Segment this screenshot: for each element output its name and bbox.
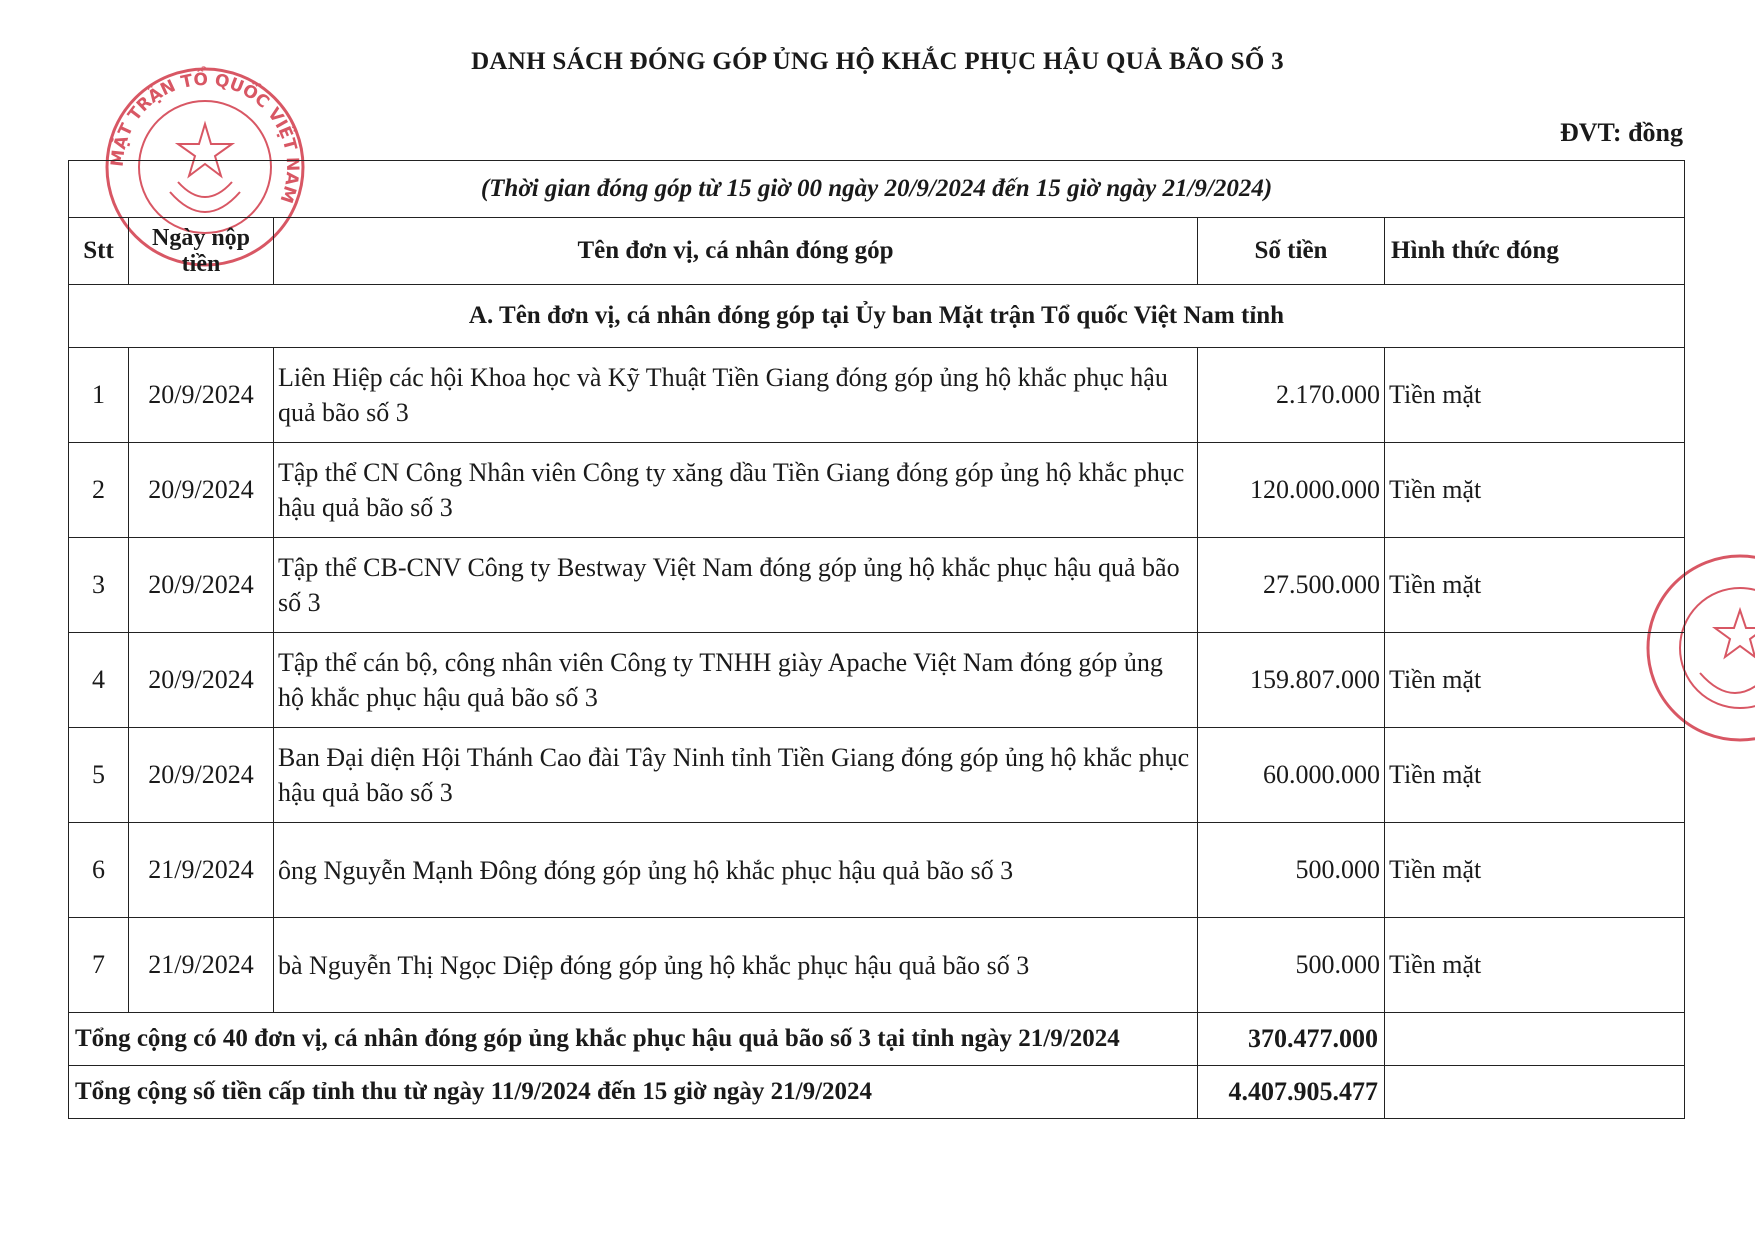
row-method: Tiền mặt: [1385, 823, 1685, 918]
row-name: bà Nguyễn Thị Ngọc Diệp đóng góp ủng hộ khắc phục hậu quả bão số 3: [274, 918, 1198, 1013]
row-amount: 500.000: [1198, 823, 1385, 918]
section-a-heading: A. Tên đơn vị, cá nhân đóng góp tại Ủy ban Mặt trận Tổ quốc Việt Nam tỉnh: [69, 285, 1685, 348]
header-date: Ngày nộp tiền: [129, 218, 274, 285]
header-name: Tên đơn vị, cá nhân đóng góp: [274, 218, 1198, 285]
table-row: [69, 918, 1685, 1013]
header-amount: Số tiền: [1198, 218, 1385, 285]
row-date: 20/9/2024: [129, 728, 274, 823]
row-amount: 27.500.000: [1198, 538, 1385, 633]
row-stt: 7: [69, 918, 129, 1013]
period-note: (Thời gian đóng góp từ 15 giờ 00 ngày 20/9/2024 đến 15 giờ ngày 21/9/2024): [69, 161, 1685, 218]
row-stt: 2: [69, 443, 129, 538]
total-province-amount: 4.407.905.477: [1198, 1066, 1385, 1119]
row-amount: 159.807.000: [1198, 633, 1385, 728]
table-row: [69, 823, 1685, 918]
total-province-method: [1385, 1066, 1685, 1119]
row-date: 21/9/2024: [129, 918, 274, 1013]
row-stt: 6: [69, 823, 129, 918]
row-method: Tiền mặt: [1385, 728, 1685, 823]
total-day-label: Tổng cộng có 40 đơn vị, cá nhân đóng góp ủng khắc phục hậu quả bão số 3 tại tỉnh ngày 21/9/2024: [69, 1013, 1198, 1066]
row-amount: 60.000.000: [1198, 728, 1385, 823]
row-method: Tiền mặt: [1385, 538, 1685, 633]
document-title: DANH SÁCH ĐÓNG GÓP ỦNG HỘ KHẮC PHỤC HẬU QUẢ BÃO SỐ 3: [471, 48, 1284, 75]
row-stt: 5: [69, 728, 129, 823]
row-name: Liên Hiệp các hội Khoa học và Kỹ Thuật Tiền Giang đóng góp ủng hộ khắc phục hậu quả bão số 3: [274, 348, 1198, 443]
row-date: 20/9/2024: [129, 443, 274, 538]
table-row: [69, 633, 1685, 728]
row-amount: 120.000.000: [1198, 443, 1385, 538]
row-stt: 4: [69, 633, 129, 728]
row-name: Ban Đại diện Hội Thánh Cao đài Tây Ninh tỉnh Tiền Giang đóng góp ủng hộ khắc phục hậu quả bão số 3: [274, 728, 1198, 823]
unit-label: ĐVT: đồng: [1559, 118, 1683, 147]
row-name: Tập thể CN Công Nhân viên Công ty xăng dầu Tiền Giang đóng góp ủng hộ khắc phục hậu quả bão số 3: [274, 443, 1198, 538]
row-name: Tập thể CB-CNV Công ty Bestway Việt Nam đóng góp ủng hộ khắc phục hậu quả bão số 3: [274, 538, 1198, 633]
row-amount: 500.000: [1198, 918, 1385, 1013]
total-row-province: [69, 1066, 1685, 1119]
row-date: 20/9/2024: [129, 348, 274, 443]
row-date: 21/9/2024: [129, 823, 274, 918]
seal-text: MẶT TRẬN TỔ QUỐC VIỆT NAM: [107, 69, 303, 206]
header-stt: Stt: [69, 218, 129, 285]
total-day-method: [1385, 1013, 1685, 1066]
row-method: Tiền mặt: [1385, 918, 1685, 1013]
table-row: [69, 728, 1685, 823]
row-stt: 1: [69, 348, 129, 443]
row-date: 20/9/2024: [129, 633, 274, 728]
total-province-label: Tổng cộng số tiền cấp tỉnh thu từ ngày 11/9/2024 đến 15 giờ ngày 21/9/2024: [69, 1066, 1198, 1119]
table-header: [69, 218, 1685, 285]
table-row: [69, 443, 1685, 538]
row-name: Tập thể cán bộ, công nhân viên Công ty TNHH giày Apache Việt Nam đóng góp ủng hộ khắc phục hậu quả bão số 3: [274, 633, 1198, 728]
row-stt: 3: [69, 538, 129, 633]
table-row: [69, 348, 1685, 443]
total-day-amount: 370.477.000: [1198, 1013, 1385, 1066]
row-date: 20/9/2024: [129, 538, 274, 633]
row-method: Tiền mặt: [1385, 633, 1685, 728]
row-method: Tiền mặt: [1385, 443, 1685, 538]
total-row-day: [69, 1013, 1685, 1066]
row-method: Tiền mặt: [1385, 348, 1685, 443]
row-amount: 2.170.000: [1198, 348, 1385, 443]
header-method: Hình thức đóng: [1385, 218, 1685, 285]
row-name: ông Nguyễn Mạnh Đông đóng góp ủng hộ khắc phục hậu quả bão số 3: [274, 823, 1198, 918]
donation-table: [68, 160, 1685, 1119]
table-row: [69, 538, 1685, 633]
